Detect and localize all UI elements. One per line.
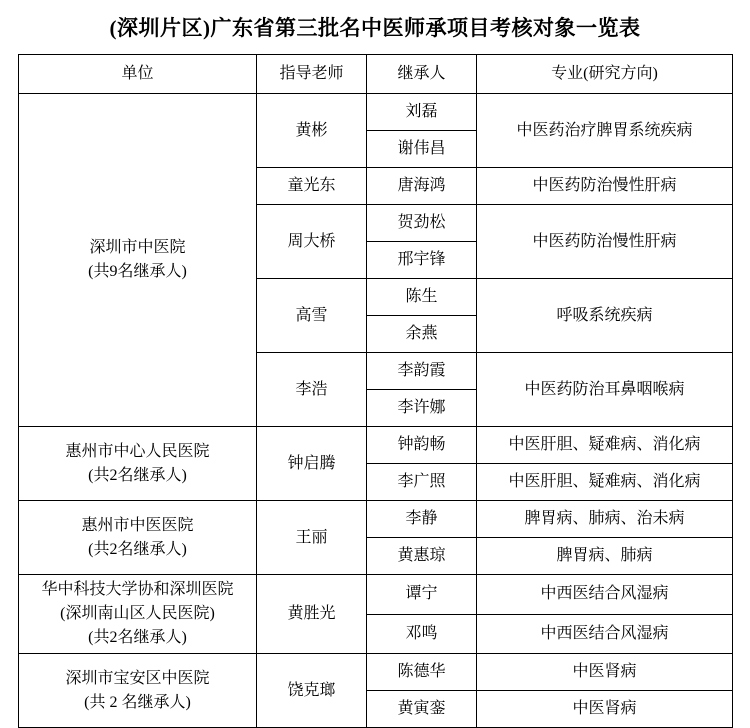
cell-unit — [19, 575, 257, 654]
cell-successor: 邢宇锋 — [367, 242, 477, 279]
column-header-successor: 继承人 — [367, 55, 477, 94]
cell-unit — [19, 654, 257, 728]
successor-roster-table — [18, 54, 733, 728]
cell-major: 呼吸系统疾病 — [477, 279, 733, 353]
table-row — [19, 501, 733, 538]
table-body — [19, 94, 733, 728]
table-header-row — [19, 55, 733, 94]
cell-teacher: 黄胜光 — [257, 575, 367, 654]
cell-major: 中医肾病 — [477, 691, 733, 728]
unit-line: 惠州市中心人民医院 — [65, 442, 210, 460]
table-row — [19, 94, 733, 131]
unit-line: (共2名继承人) — [88, 466, 187, 484]
unit-line: 深圳市中医院 — [89, 239, 186, 256]
cell-major: 中医肝胆、疑难病、消化病 — [477, 427, 733, 464]
cell-successor: 李许娜 — [367, 390, 477, 427]
cell-major: 脾胃病、肺病 — [477, 538, 733, 575]
unit-line: (共2名继承人) — [88, 540, 187, 558]
cell-successor: 谭宁 — [367, 575, 477, 615]
cell-major: 中医药治疗脾胃系统疾病 — [477, 94, 733, 168]
cell-major: 中西医结合风湿病 — [477, 614, 733, 654]
cell-successor: 黄惠琼 — [367, 538, 477, 575]
cell-teacher: 高雪 — [257, 279, 367, 353]
table-row — [19, 654, 733, 691]
cell-teacher: 周大桥 — [257, 205, 367, 279]
cell-teacher: 饶克瑯 — [257, 654, 367, 728]
column-header-teacher: 指导老师 — [257, 55, 367, 94]
table-header — [19, 55, 733, 94]
cell-major: 中医药防治慢性肝病 — [477, 168, 733, 205]
cell-successor: 邓鸣 — [367, 614, 477, 654]
cell-unit — [19, 501, 257, 575]
cell-unit — [19, 427, 257, 501]
cell-successor: 余燕 — [367, 316, 477, 353]
unit-line: (共2名继承人) — [88, 629, 187, 646]
cell-successor: 李静 — [367, 501, 477, 538]
page-title: (深圳片区)广东省第三批名中医师承项目考核对象一览表 — [109, 16, 641, 40]
column-header-unit: 单位 — [19, 55, 257, 94]
unit-line: (深圳南山区人民医院) — [60, 605, 215, 622]
cell-unit — [19, 94, 257, 427]
cell-teacher: 李浩 — [257, 353, 367, 427]
cell-successor: 李广照 — [367, 464, 477, 501]
unit-line: (共9名继承人) — [88, 263, 187, 280]
cell-major: 中医药防治耳鼻咽喉病 — [477, 353, 733, 427]
cell-successor: 陈德华 — [367, 654, 477, 691]
cell-successor: 刘磊 — [367, 94, 477, 131]
unit-line: (共 2 名继承人) — [84, 693, 191, 711]
cell-successor: 钟韵畅 — [367, 427, 477, 464]
cell-teacher: 钟启腾 — [257, 427, 367, 501]
cell-major: 中西医结合风湿病 — [477, 575, 733, 615]
cell-successor: 陈生 — [367, 279, 477, 316]
cell-successor: 谢伟昌 — [367, 131, 477, 168]
unit-line: 深圳市宝安区中医院 — [65, 669, 210, 687]
cell-major: 脾胃病、肺病、治未病 — [477, 501, 733, 538]
cell-successor: 李韵霞 — [367, 353, 477, 390]
cell-teacher: 黄彬 — [257, 94, 367, 168]
cell-major: 中医肝胆、疑难病、消化病 — [477, 464, 733, 501]
cell-major: 中医药防治慢性肝病 — [477, 205, 733, 279]
table-row — [19, 427, 733, 464]
unit-line: 惠州市中医医院 — [81, 516, 194, 534]
cell-successor: 贺劲松 — [367, 205, 477, 242]
cell-major: 中医肾病 — [477, 654, 733, 691]
table-row — [19, 575, 733, 615]
cell-teacher: 王丽 — [257, 501, 367, 575]
cell-successor: 黄寅銮 — [367, 691, 477, 728]
cell-successor: 唐海鸿 — [367, 168, 477, 205]
unit-line: 华中科技大学协和深圳医院 — [41, 581, 234, 598]
column-header-major: 专业(研究方向) — [477, 55, 733, 94]
cell-teacher: 童光东 — [257, 168, 367, 205]
